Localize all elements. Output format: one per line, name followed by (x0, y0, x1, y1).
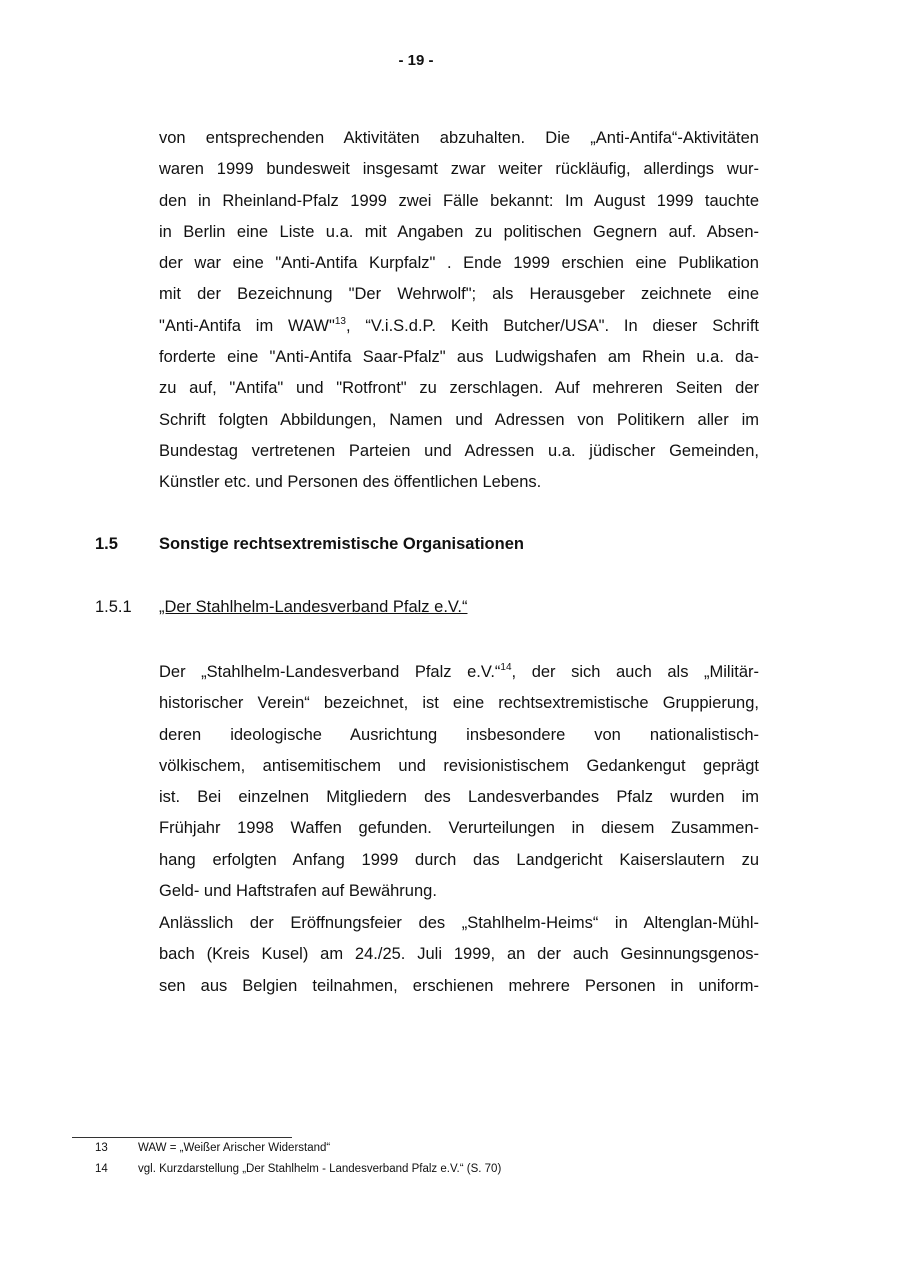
text-line: Geld- und Haftstrafen auf Bewährung. (159, 882, 437, 901)
footnote-number: 14 (95, 1163, 108, 1175)
text-line: ist. Bei einzelnen Mitgliedern des Landesverbandes Pfalz wurden im (159, 788, 759, 807)
section-title: Sonstige rechtsextremistische Organisationen (159, 535, 524, 553)
footnote-text: vgl. Kurzdarstellung „Der Stahlhelm - Landesverband Pfalz e.V.“ (S. 70) (138, 1163, 502, 1175)
subsection-title: „Der Stahlhelm-Landesverband Pfalz e.V.“ (159, 598, 468, 616)
text-line: Bundestag vertretenen Parteien und Adressen u.a. jüdischer Gemeinden, (159, 441, 759, 460)
text-line: der war eine "Anti-Antifa Kurpfalz" . Ende 1999 erschien eine Publikation (159, 254, 759, 273)
text-line: bach (Kreis Kusel) am 24./25. Juli 1999, an der auch Gesinnungsgenos- (159, 945, 759, 964)
text-line: deren ideologische Ausrichtung insbesondere von nationalistisch- (159, 725, 759, 744)
text-line: den in Rheinland-Pfalz 1999 zwei Fälle bekannt: Im August 1999 tauchte (159, 191, 759, 210)
footnote-divider (72, 1137, 292, 1138)
text-line: in Berlin eine Liste u.a. mit Angaben zu politischen Gegnern auf. Absen- (159, 222, 759, 241)
footnote-ref-14[interactable]: 14 (500, 662, 512, 673)
text-segment: "Anti-Antifa im WAW" (159, 316, 335, 335)
page-number: - 19 - (398, 52, 434, 69)
text-segment: , “V.i.S.d.P. Keith Butcher/USA". In dieser Schrift (345, 316, 760, 335)
footnote-text: WAW = „Weißer Arischer Widerstand“ (138, 1142, 331, 1154)
text-line: waren 1999 bundesweit insgesamt zwar weiter rückläufig, allerdings wur- (159, 160, 759, 179)
text-line: mit der Bezeichnung "Der Wehrwolf"; als Herausgeber zeichnete eine (159, 285, 759, 304)
body-paragraph-stahlhelm (159, 657, 759, 907)
text-line: von entsprechenden Aktivitäten abzuhalten. Die „Anti-Antifa“-Aktivitäten (159, 129, 759, 147)
text-segment: , der sich auch als „Militär- (511, 663, 759, 681)
text-line: sen aus Belgien teilnahmen, erschienen mehrere Personen in uniform- (159, 976, 759, 995)
text-line: historischer Verein“ bezeichnet, ist eine rechtsextremistische Gruppierung, (159, 694, 759, 713)
section-number: 1.5 (95, 535, 118, 553)
body-paragraph-anti-antifa (159, 123, 759, 499)
footnote-number: 13 (95, 1142, 108, 1154)
text-line: Künstler etc. und Personen des öffentlichen Lebens. (159, 473, 542, 492)
text-line: hang erfolgten Anfang 1999 durch das Landgericht Kaiserslautern zu (159, 850, 759, 869)
text-line: Anlässlich der Eröffnungsfeier des „Stahlhelm-Heims“ in Altenglan-Mühl- (159, 914, 759, 932)
text-line: zu auf, "Antifa" und "Rotfront" zu zerschlagen. Auf mehreren Seiten der (159, 379, 759, 398)
text-line-with-footnote (159, 657, 759, 688)
body-paragraph-opening-ceremony (159, 908, 759, 1002)
text-line: völkischem, antisemitischem und revisionistischem Gedankengut geprägt (159, 756, 759, 775)
text-line: Frühjahr 1998 Waffen gefunden. Verurteilungen in diesem Zusammen- (159, 819, 759, 838)
footnote-ref-13[interactable]: 13 (334, 315, 346, 327)
subsection-number: 1.5.1 (95, 598, 132, 616)
text-line: Schrift folgten Abbildungen, Namen und Adressen von Politikern aller im (159, 410, 759, 429)
text-line: forderte eine "Anti-Antifa Saar-Pfalz" aus Ludwigshafen am Rhein u.a. da- (159, 348, 759, 367)
text-line-with-footnote (159, 311, 759, 342)
text-segment: Der „Stahlhelm-Landesverband Pfalz e.V.“ (159, 663, 501, 681)
